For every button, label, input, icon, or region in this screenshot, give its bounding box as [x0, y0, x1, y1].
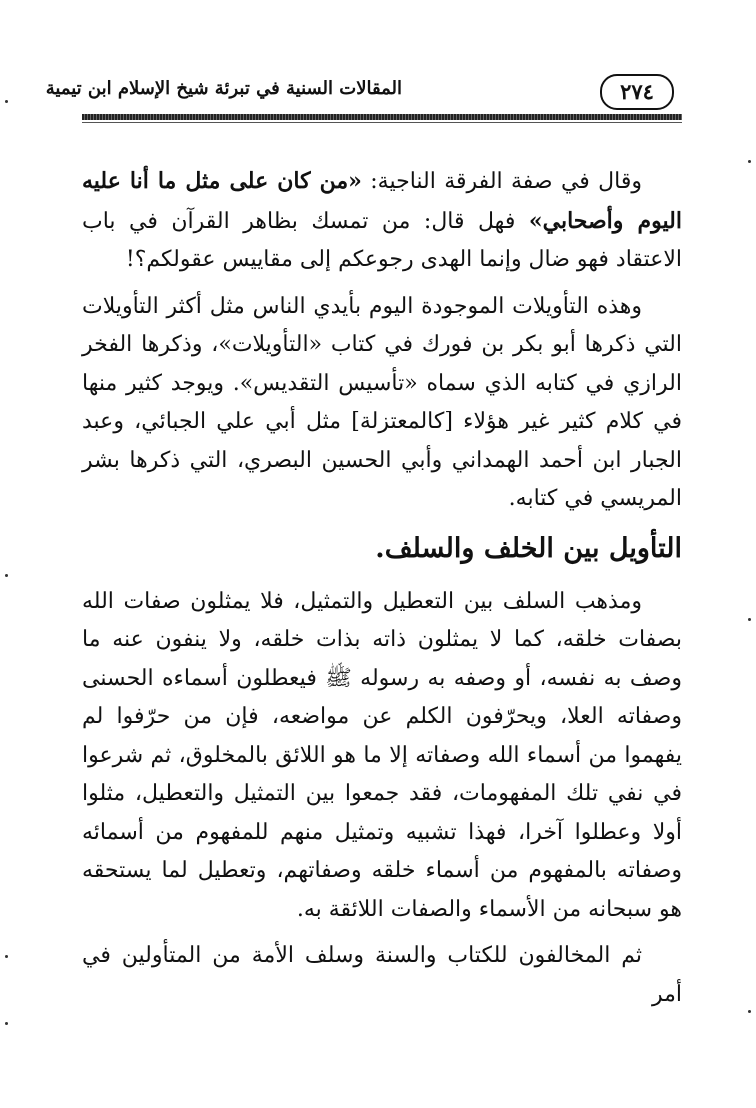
margin-mark — [5, 1022, 8, 1025]
margin-mark — [5, 100, 8, 103]
margin-mark — [5, 574, 8, 577]
header-rule-thick — [82, 114, 682, 120]
header-rule-thin — [82, 122, 682, 123]
paragraph-2: وهذه التأويلات الموجودة اليوم بأيدي الناس مثل أكثر التأويلات التي ذكرها أبو بكر بن فورك في كتاب «التأويلات»، وذكرها الفخر الرازي في كتابه الذي سماه «تأسيس التقديس». ويوجد كثير منها في كلام كثير غير هؤلاء [كالمعتزلة] مثل أبي علي الجبائي، وعبد الجبار ابن أحمد الهمداني وأبي الحسين البصري، التي ذكرها بشر المريسي في كتابه. — [82, 293, 682, 511]
paragraph-1-text-b: فهل قال: من تمسك بظاهر القرآن في باب الاعتقاد فهو ضال وإنما الهدى رجوعكم إلى مقاييس عقولكم؟! — [82, 208, 682, 272]
paragraph-1-text-a: وقال في صفة الفرقة الناجية: — [361, 169, 643, 194]
margin-mark — [748, 160, 751, 163]
margin-mark — [5, 955, 8, 958]
section-heading: التأويل بين الخلف والسلف. — [375, 532, 682, 564]
margin-mark — [748, 618, 751, 621]
page-number: ٢٧٤ — [600, 74, 674, 110]
page-body — [82, 162, 682, 1022]
paragraph-1 — [82, 162, 682, 280]
margin-mark — [748, 1010, 751, 1013]
paragraph-3: ومذهب السلف بين التعطيل والتمثيل، فلا يمثلون صفات الله بصفات خلقه، كما لا يمثلون ذاته بذات خلقه، ولا ينفون عنه ما وصف به نفسه، أو وصفه به رسوله ﷺ فيعطلون أسماءه الحسنى وصفاته العلا، ويحرّفون الكلم عن مواضعه، فإن من حرّفوا لم يفهموا من أسماء الله وصفاته إلا ما هو اللائق بالمخلوق، ثم شرعوا في نفي تلك المفهومات، فقد جمعوا بين التمثيل والتعطيل، مثلوا أولا وعطلوا آخرا، فهذا تشبيه وتمثيل منهم للمفهوم من أسمائه وصفاته بالمفهوم من أسماء خلقه وصفاتهم، وتعطيل لما يستحقه هو سبحانه من الأسماء والصفات اللائقة به. — [82, 588, 682, 922]
paragraph-4: ثم المخالفون للكتاب والسنة وسلف الأمة من المتأولين في أمر — [82, 943, 682, 1007]
hadith-quote: «من كان على مثل ما أنا عليه اليوم وأصحابي» — [82, 168, 682, 234]
page-header — [45, 72, 682, 112]
running-title: المقالات السنية في تبرئة شيخ الإسلام ابن تيمية — [45, 78, 402, 99]
